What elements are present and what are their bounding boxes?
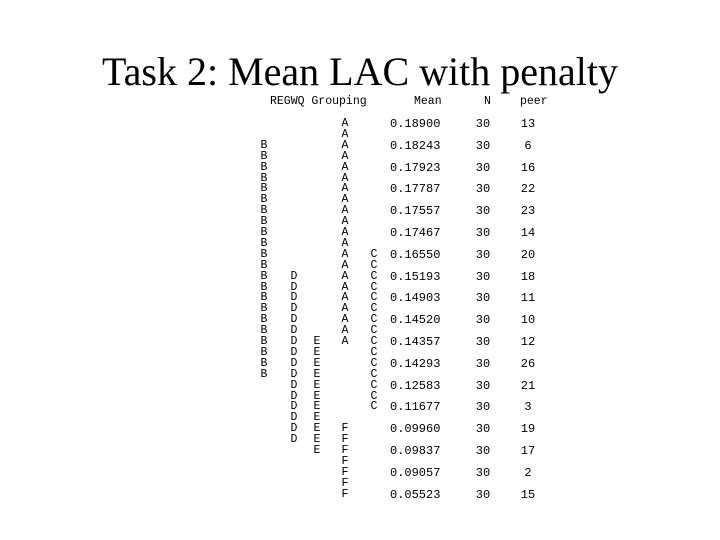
group-letter-e: E — [313, 378, 321, 392]
cell-peer: 14 — [520, 226, 536, 240]
group-letter-e: E — [313, 433, 321, 447]
cell-mean: 0.17467 — [390, 226, 441, 240]
cell-peer: 20 — [520, 247, 536, 262]
group-letter-c: C — [370, 313, 378, 327]
cell-n: 30 — [475, 182, 491, 197]
group-letter-f: F — [341, 444, 349, 457]
cell-mean: 0.18243 — [390, 138, 441, 153]
cell-mean: 0.14520 — [390, 313, 441, 328]
group-letter-a: A — [341, 171, 349, 185]
group-letter-a: A — [341, 193, 349, 207]
cell-n: 30 — [475, 356, 491, 371]
group-letter-d: D — [290, 389, 298, 403]
group-letter-b: B — [260, 324, 268, 338]
cell-n: 30 — [475, 400, 491, 415]
n-header: N — [484, 95, 491, 108]
group-letter-b: B — [260, 247, 268, 261]
group-letter-d: D — [290, 433, 298, 447]
group-letter-b: B — [260, 258, 268, 272]
group-letter-b: B — [260, 149, 268, 163]
cell-mean: 0.17923 — [390, 160, 441, 175]
group-letter-a: A — [341, 236, 349, 250]
peer-header: peer — [520, 95, 548, 108]
group-letter-b: B — [260, 193, 268, 207]
group-letter-b: B — [260, 182, 268, 196]
cell-n: 30 — [475, 269, 491, 284]
group-letter-a: A — [341, 182, 349, 196]
group-letter-a: A — [341, 324, 349, 338]
group-letter-b: B — [260, 291, 268, 305]
cell-n: 30 — [475, 160, 491, 175]
group-letter-d: D — [290, 411, 298, 425]
group-letter-c: C — [370, 280, 378, 294]
cell-peer: 13 — [520, 117, 536, 131]
group-letter-b: B — [260, 367, 268, 381]
group-letter-f: F — [341, 465, 349, 479]
cell-mean: 0.17787 — [390, 182, 441, 197]
group-letter-c: C — [370, 378, 378, 392]
cell-peer: 21 — [520, 378, 536, 393]
group-letter-f: F — [341, 433, 349, 447]
cell-peer: 3 — [524, 400, 532, 415]
cell-n: 30 — [475, 117, 491, 131]
cell-peer: 15 — [520, 487, 536, 502]
group-letter-b: B — [260, 280, 268, 294]
cell-peer: 22 — [520, 182, 536, 197]
group-letter-c: C — [370, 356, 378, 370]
group-letter-d: D — [290, 378, 298, 392]
cell-n: 30 — [475, 226, 491, 240]
group-letter-b: B — [260, 160, 268, 174]
group-letter-e: E — [313, 367, 321, 381]
group-letter-b: B — [260, 236, 268, 250]
group-letter-c: C — [370, 400, 378, 414]
cell-peer: 18 — [520, 269, 536, 284]
group-letter-c: C — [370, 269, 378, 283]
group-letter-f: F — [341, 476, 349, 490]
group-letter-e: E — [313, 422, 321, 436]
cell-peer: 12 — [520, 335, 536, 349]
group-letter-d: D — [290, 422, 298, 436]
cell-n: 30 — [475, 378, 491, 393]
cell-peer: 23 — [520, 204, 536, 219]
group-letter-e: E — [313, 389, 321, 403]
group-letter-e: E — [313, 345, 321, 359]
cell-peer: 17 — [520, 444, 536, 458]
group-letter-f: F — [341, 422, 349, 436]
group-letter-b: B — [260, 345, 268, 359]
group-letter-c: C — [370, 302, 378, 316]
group-letter-a: A — [341, 291, 349, 305]
group-letter-b: B — [260, 302, 268, 316]
cell-mean: 0.09057 — [390, 465, 441, 480]
cell-mean: 0.09837 — [390, 444, 441, 458]
group-letter-d: D — [290, 345, 298, 359]
cell-mean: 0.14903 — [390, 291, 441, 306]
cell-n: 30 — [475, 291, 491, 306]
group-letter-a: A — [341, 226, 349, 239]
group-letter-d: D — [290, 291, 298, 305]
group-letter-e: E — [313, 400, 321, 414]
group-letter-b: B — [260, 356, 268, 370]
group-letter-e: E — [313, 444, 321, 457]
group-letter-f: F — [341, 487, 349, 501]
group-letter-b: B — [260, 215, 268, 229]
cell-peer: 2 — [524, 465, 532, 480]
group-letter-d: D — [290, 335, 298, 348]
cell-n: 30 — [475, 335, 491, 349]
slide-title: Task 2: Mean LAC with penalty — [102, 49, 618, 94]
group-letter-b: B — [260, 269, 268, 283]
group-letter-a: A — [341, 149, 349, 163]
group-letter-d: D — [290, 302, 298, 316]
cell-mean: 0.14357 — [390, 335, 441, 349]
cell-mean: 0.16550 — [390, 247, 441, 262]
grouping-header: REGWQ Grouping — [270, 95, 367, 108]
group-letter-e: E — [313, 356, 321, 370]
group-letter-c: C — [370, 291, 378, 305]
group-letter-e: E — [313, 335, 321, 348]
group-letter-a: A — [341, 269, 349, 283]
group-letter-b: B — [260, 138, 268, 152]
group-letter-c: C — [370, 335, 378, 348]
group-letter-a: A — [341, 258, 349, 272]
group-letter-a: A — [341, 160, 349, 174]
group-letter-b: B — [260, 204, 268, 218]
group-letter-a: A — [341, 247, 349, 261]
group-letter-c: C — [370, 247, 378, 261]
group-letter-b: B — [260, 226, 268, 239]
group-letter-d: D — [290, 313, 298, 327]
cell-n: 30 — [475, 487, 491, 502]
group-letter-b: B — [260, 313, 268, 327]
cell-mean: 0.15193 — [390, 269, 441, 284]
cell-mean: 0.12583 — [390, 378, 441, 393]
group-letter-f: F — [341, 454, 349, 468]
group-letter-a: A — [341, 313, 349, 327]
cell-mean: 0.09960 — [390, 422, 441, 437]
cell-n: 30 — [475, 444, 491, 458]
group-letter-d: D — [290, 356, 298, 370]
cell-mean: 0.18900 — [390, 117, 441, 131]
cell-peer: 10 — [520, 313, 536, 328]
group-letter-a: A — [341, 335, 349, 348]
cell-mean: 0.11677 — [390, 400, 441, 415]
cell-n: 30 — [475, 313, 491, 328]
cell-peer: 6 — [524, 138, 532, 153]
group-letter-a: A — [341, 215, 349, 229]
group-letter-c: C — [370, 389, 378, 403]
group-letter-a: A — [341, 127, 349, 141]
group-letter-c: C — [370, 345, 378, 359]
cell-n: 30 — [475, 465, 491, 480]
cell-mean: 0.17557 — [390, 204, 441, 219]
group-letter-c: C — [370, 258, 378, 272]
group-letter-a: A — [341, 302, 349, 316]
cell-peer: 16 — [520, 160, 536, 175]
mean-header: Mean — [414, 95, 442, 108]
cell-mean: 0.14293 — [390, 356, 441, 371]
group-letter-a: A — [341, 138, 349, 152]
group-letter-d: D — [290, 367, 298, 381]
group-letter-e: E — [313, 411, 321, 425]
group-letter-a: A — [341, 117, 349, 130]
cell-peer: 19 — [520, 422, 536, 437]
cell-peer: 26 — [520, 356, 536, 371]
cell-n: 30 — [475, 247, 491, 262]
group-letter-d: D — [290, 400, 298, 414]
cell-n: 30 — [475, 422, 491, 437]
group-letter-c: C — [370, 324, 378, 338]
group-letter-d: D — [290, 269, 298, 283]
cell-peer: 11 — [520, 291, 536, 306]
group-letter-c: C — [370, 367, 378, 381]
group-letter-a: A — [341, 280, 349, 294]
group-letter-a: A — [341, 204, 349, 218]
cell-mean: 0.05523 — [390, 487, 441, 502]
group-letter-b: B — [260, 335, 268, 348]
cell-n: 30 — [475, 204, 491, 219]
cell-n: 30 — [475, 138, 491, 153]
group-letter-d: D — [290, 324, 298, 338]
group-letter-d: D — [290, 280, 298, 294]
group-letter-b: B — [260, 171, 268, 185]
